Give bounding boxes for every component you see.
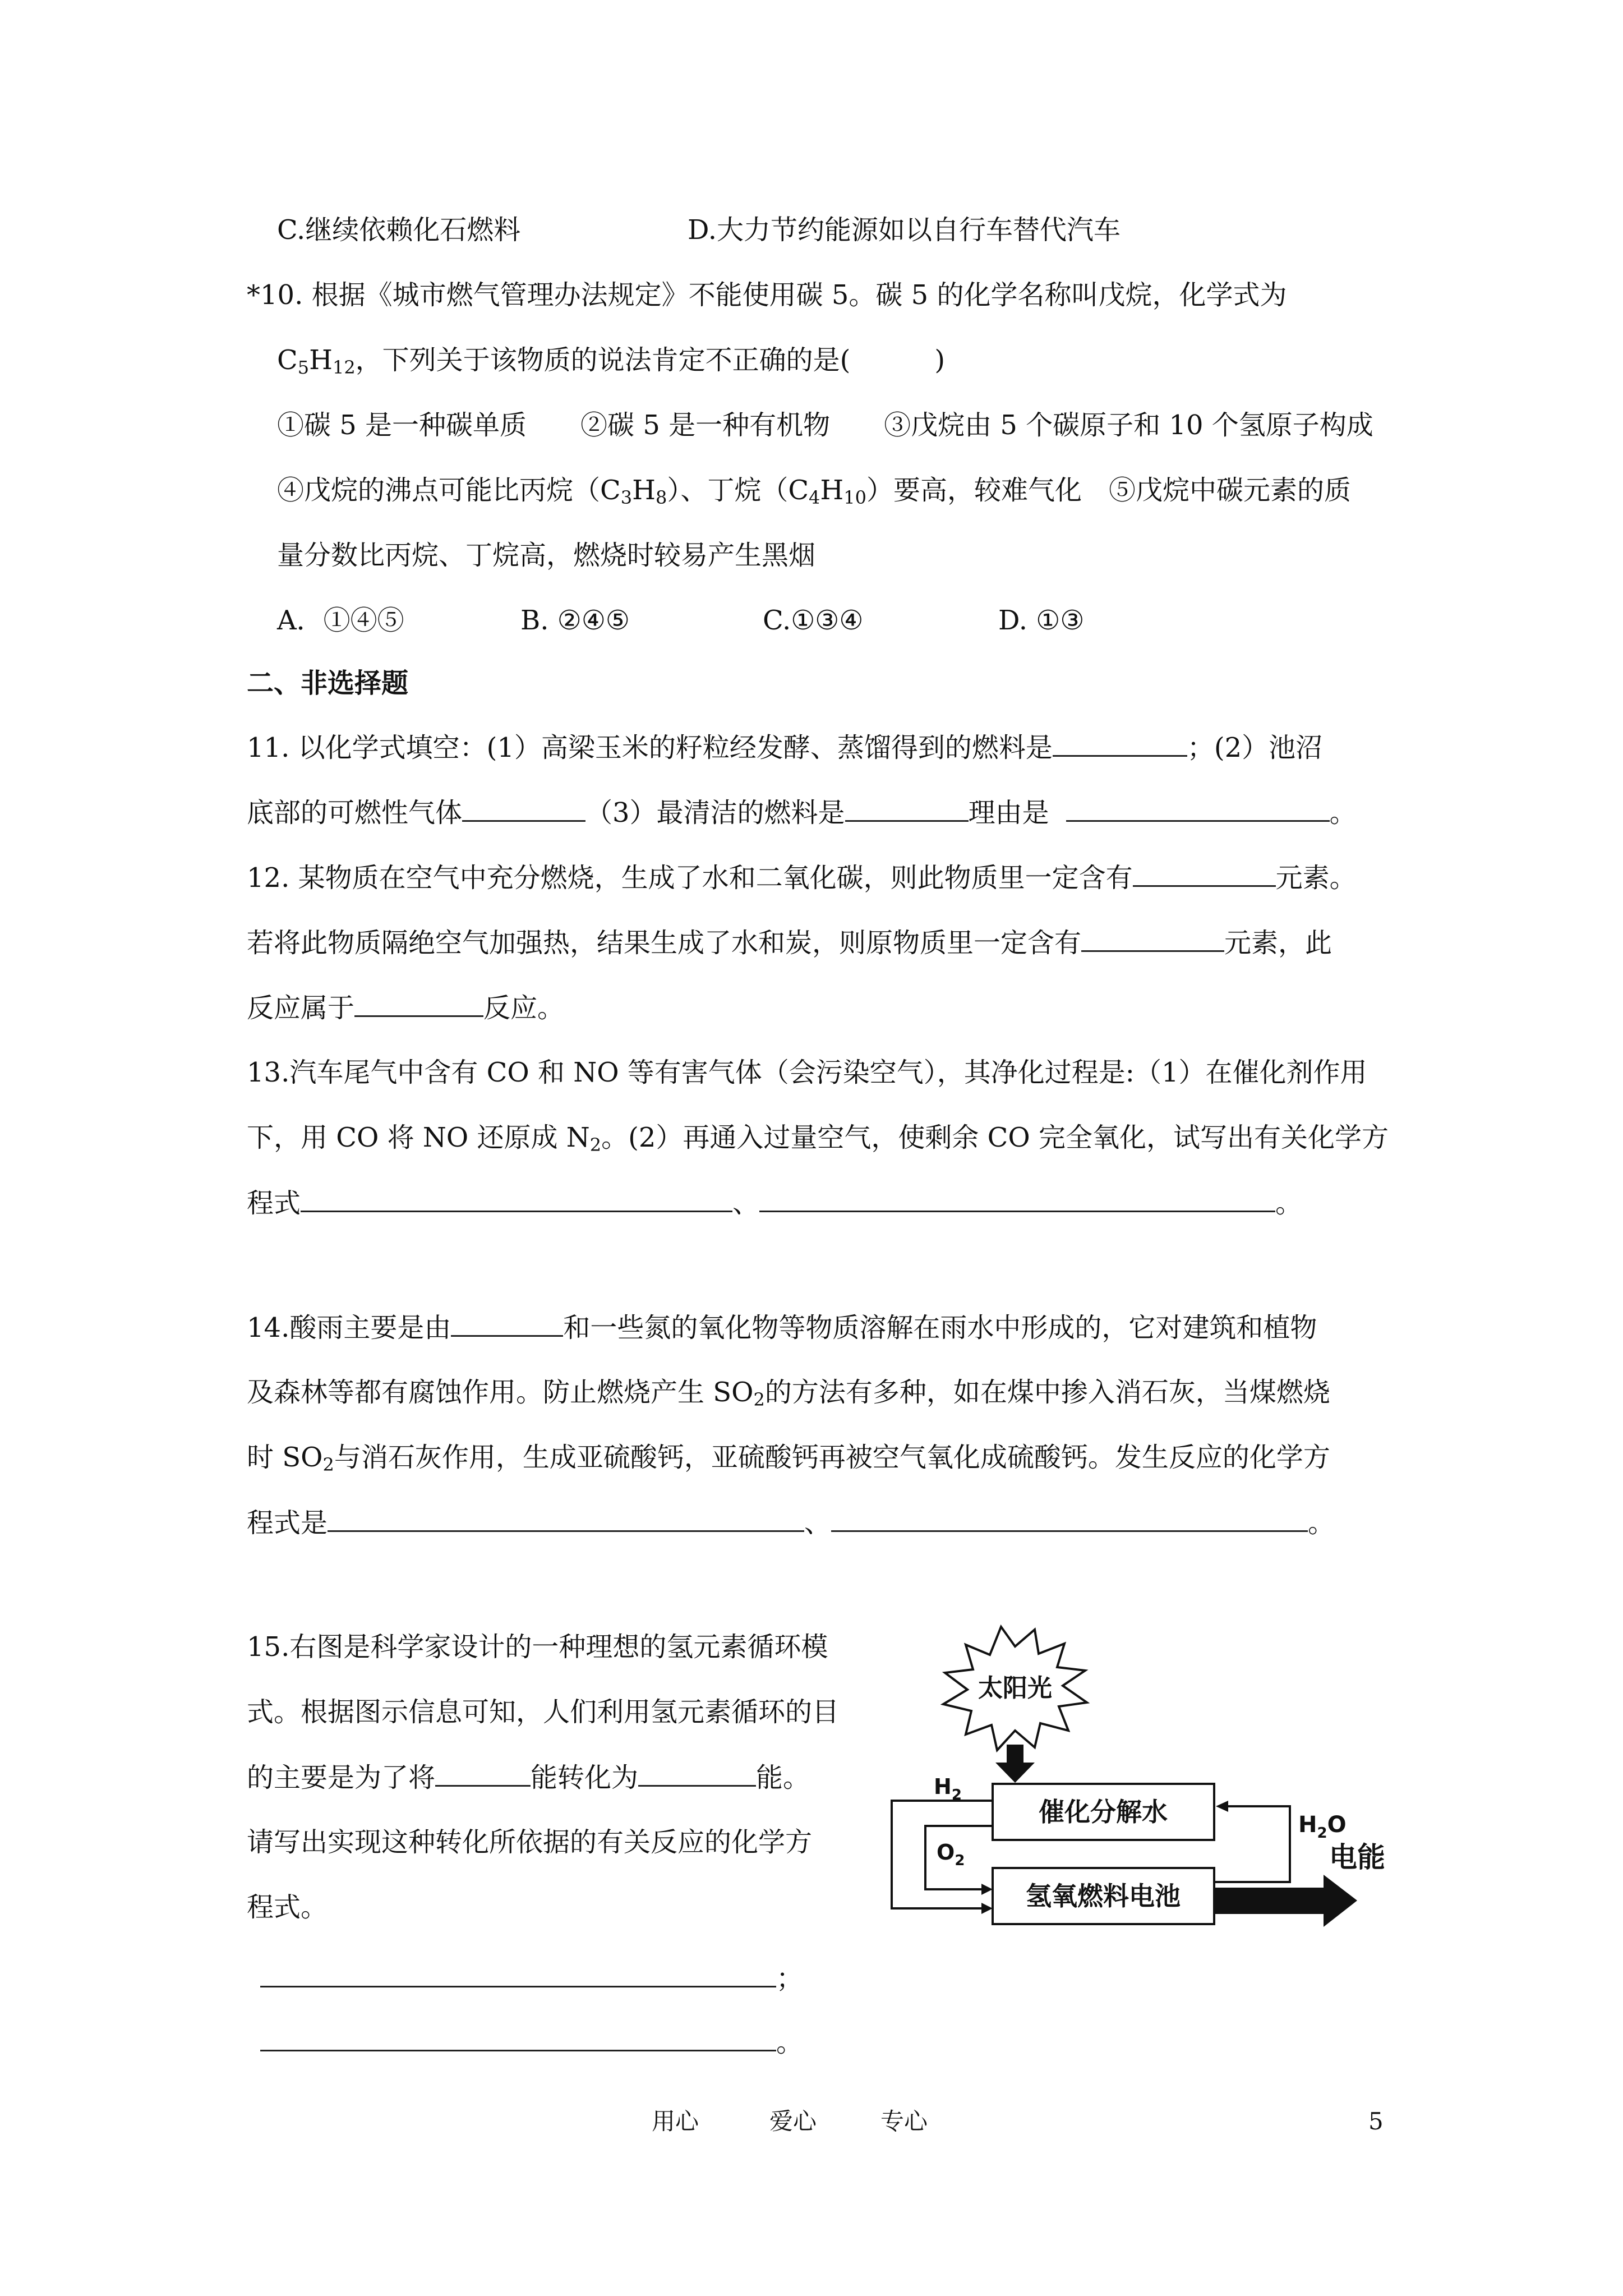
q14-blank-3[interactable] [831, 1506, 1308, 1532]
q15-blank-1[interactable] [435, 1760, 531, 1787]
q10-stem-line2: $C_5H_{12}$，下列关于该物质的说法肯定不正确的是( ) [277, 344, 946, 378]
q11-line1: 11. 以化学式填空：(1）高梁玉米的籽粒经发酵、蒸馏得到的燃料是 ；(2）池沼 [247, 730, 1322, 765]
footer-motto-2: 爱心 [769, 2108, 817, 2135]
q12-line1: 12. 某物质在空气中充分燃烧，生成了水和二氧化碳，则此物质里一定含有 元素。 [247, 861, 1357, 895]
q13-line1: 13.汽车尾气中含有 CO 和 NO 等有害气体（会污染空气），其净化过程是:（1）在催化剂作用 [247, 1057, 1367, 1088]
q10-statement-4: ④戊烷的沸点可能比丙烷$(C_3H_8)$、丁烷$(C_4H_{10})$要高，较难气化 ⑤戊烷中碳元素的质 [277, 475, 1351, 508]
h2o-arrow-head [1216, 1801, 1228, 1812]
footer-motto-3: 专心 [880, 2108, 928, 2135]
h2-label: $H_2$ [934, 1774, 962, 1803]
q11-blank-4[interactable] [1066, 795, 1330, 822]
q10-option-b: B. ②④⑤ [520, 605, 630, 636]
q13-blank-2[interactable] [759, 1186, 1275, 1212]
q12-blank-2[interactable] [1081, 926, 1224, 952]
q10-option-d: D. ①③ [998, 605, 1085, 636]
section-title: 二、非选择题 [247, 668, 409, 699]
q14-line2: 及森林等都有腐蚀作用。防止燃烧产生 $SO_2$的方法有多种，如在煤中掺入消石灰，当煤燃烧 [247, 1377, 1330, 1410]
sunlight-arrow [995, 1745, 1035, 1783]
o2-label: $O_2$ [937, 1840, 965, 1869]
footer-motto-1: 用心 [652, 2108, 699, 2135]
q15-line2: 式。根据图示信息可知，人们利用氢元素循环的目 [247, 1696, 840, 1728]
q14-blank-1[interactable] [451, 1310, 563, 1337]
q15-line5: 程式。 [247, 1892, 328, 1923]
q9-option-c: C.继续依赖化石燃料 [277, 214, 521, 246]
q15-answer-blank-1[interactable] [260, 1961, 776, 1987]
q9-option-d: D.大力节约能源如以自行车替代汽车 [688, 214, 1121, 246]
hydrogen-cycle-diagram [875, 1616, 1424, 1975]
q10-stem-line1: *10. 根据《城市燃气管理办法规定》不能使用碳 5。碳 5 的化学名称叫戊烷，化学式为 [247, 279, 1287, 311]
water-splitting-label: 催化分解水 [1039, 1797, 1168, 1827]
q12-line2: 若将此物质隔绝空气加强热，结果生成了水和炭，则原物质里一定含有 元素，此 [247, 926, 1332, 960]
sunlight-label: 太阳光 [978, 1674, 1052, 1703]
electricity-label: 电能 [1329, 1841, 1385, 1874]
q10-option-c: C.①③④ [763, 605, 864, 636]
q14-line3: 时 $SO_2$与消石灰作用，生成亚硫酸钙，亚硫酸钙再被空气氧化成硫酸钙。发生反应的化学方 [247, 1442, 1330, 1475]
q15-answer-blank-2[interactable] [260, 2025, 776, 2051]
h2o-label: $H_2O$ [1298, 1812, 1347, 1842]
fuel-cell-label: 氢氧燃料电池 [1026, 1881, 1181, 1911]
q14-blank-2[interactable] [328, 1506, 804, 1532]
q12-blank-1[interactable] [1133, 861, 1276, 887]
q11-line2: 底部的可燃性气体 （3）最清洁的燃料是 理由是 。 [247, 795, 1357, 830]
q15-line3: 的主要是为了将 能转化为 能。 [247, 1760, 810, 1795]
q15-blank-2[interactable] [638, 1760, 756, 1787]
q11-blank-2[interactable] [462, 795, 585, 822]
q15-line4: 请写出实现这种转化所依据的有关反应的化学方 [247, 1826, 813, 1858]
h2-arrow-head [981, 1903, 993, 1914]
q12-blank-3[interactable] [354, 991, 483, 1017]
q13-line3: 程式 、 。 [247, 1186, 1302, 1220]
h2o-flow-line [1214, 1806, 1290, 1882]
page-number: 5 [1368, 2108, 1384, 2135]
q15-line1: 15.右图是科学家设计的一种理想的氢元素循环模 [247, 1631, 828, 1663]
q11-blank-1[interactable] [1053, 730, 1187, 757]
q15-answer-line1: ； [260, 1961, 803, 1995]
q14-line4: 程式是 、 。 [247, 1506, 1335, 1540]
q10-option-a: A．①④⑤ [277, 605, 404, 636]
q10-statements-1-3: ①碳 5 是一种碳单质 ②碳 5 是一种有机物 ③戊烷由 5 个碳原子和 10 个氢原子构成 [277, 409, 1373, 441]
q13-line2: 下，用 CO 将 NO 还原成 $N_2$。(2）再通入过量空气，使剩余 CO 完全氧化，试写出有关化学方 [247, 1122, 1389, 1156]
q14-line1: 14.酸雨主要是由 和一些氮的氧化物等物质溶解在雨水中形成的，它对建筑和植物 [247, 1310, 1317, 1345]
q10-statement-5: 量分数比丙烷、丁烷高，燃烧时较易产生黑烟 [277, 540, 816, 571]
q12-line3: 反应属于 反应。 [247, 991, 564, 1025]
q13-blank-1[interactable] [301, 1186, 732, 1212]
o2-arrow-head [981, 1884, 993, 1895]
q15-answer-line2: 。 [260, 2025, 803, 2059]
q11-blank-3[interactable] [845, 795, 969, 822]
